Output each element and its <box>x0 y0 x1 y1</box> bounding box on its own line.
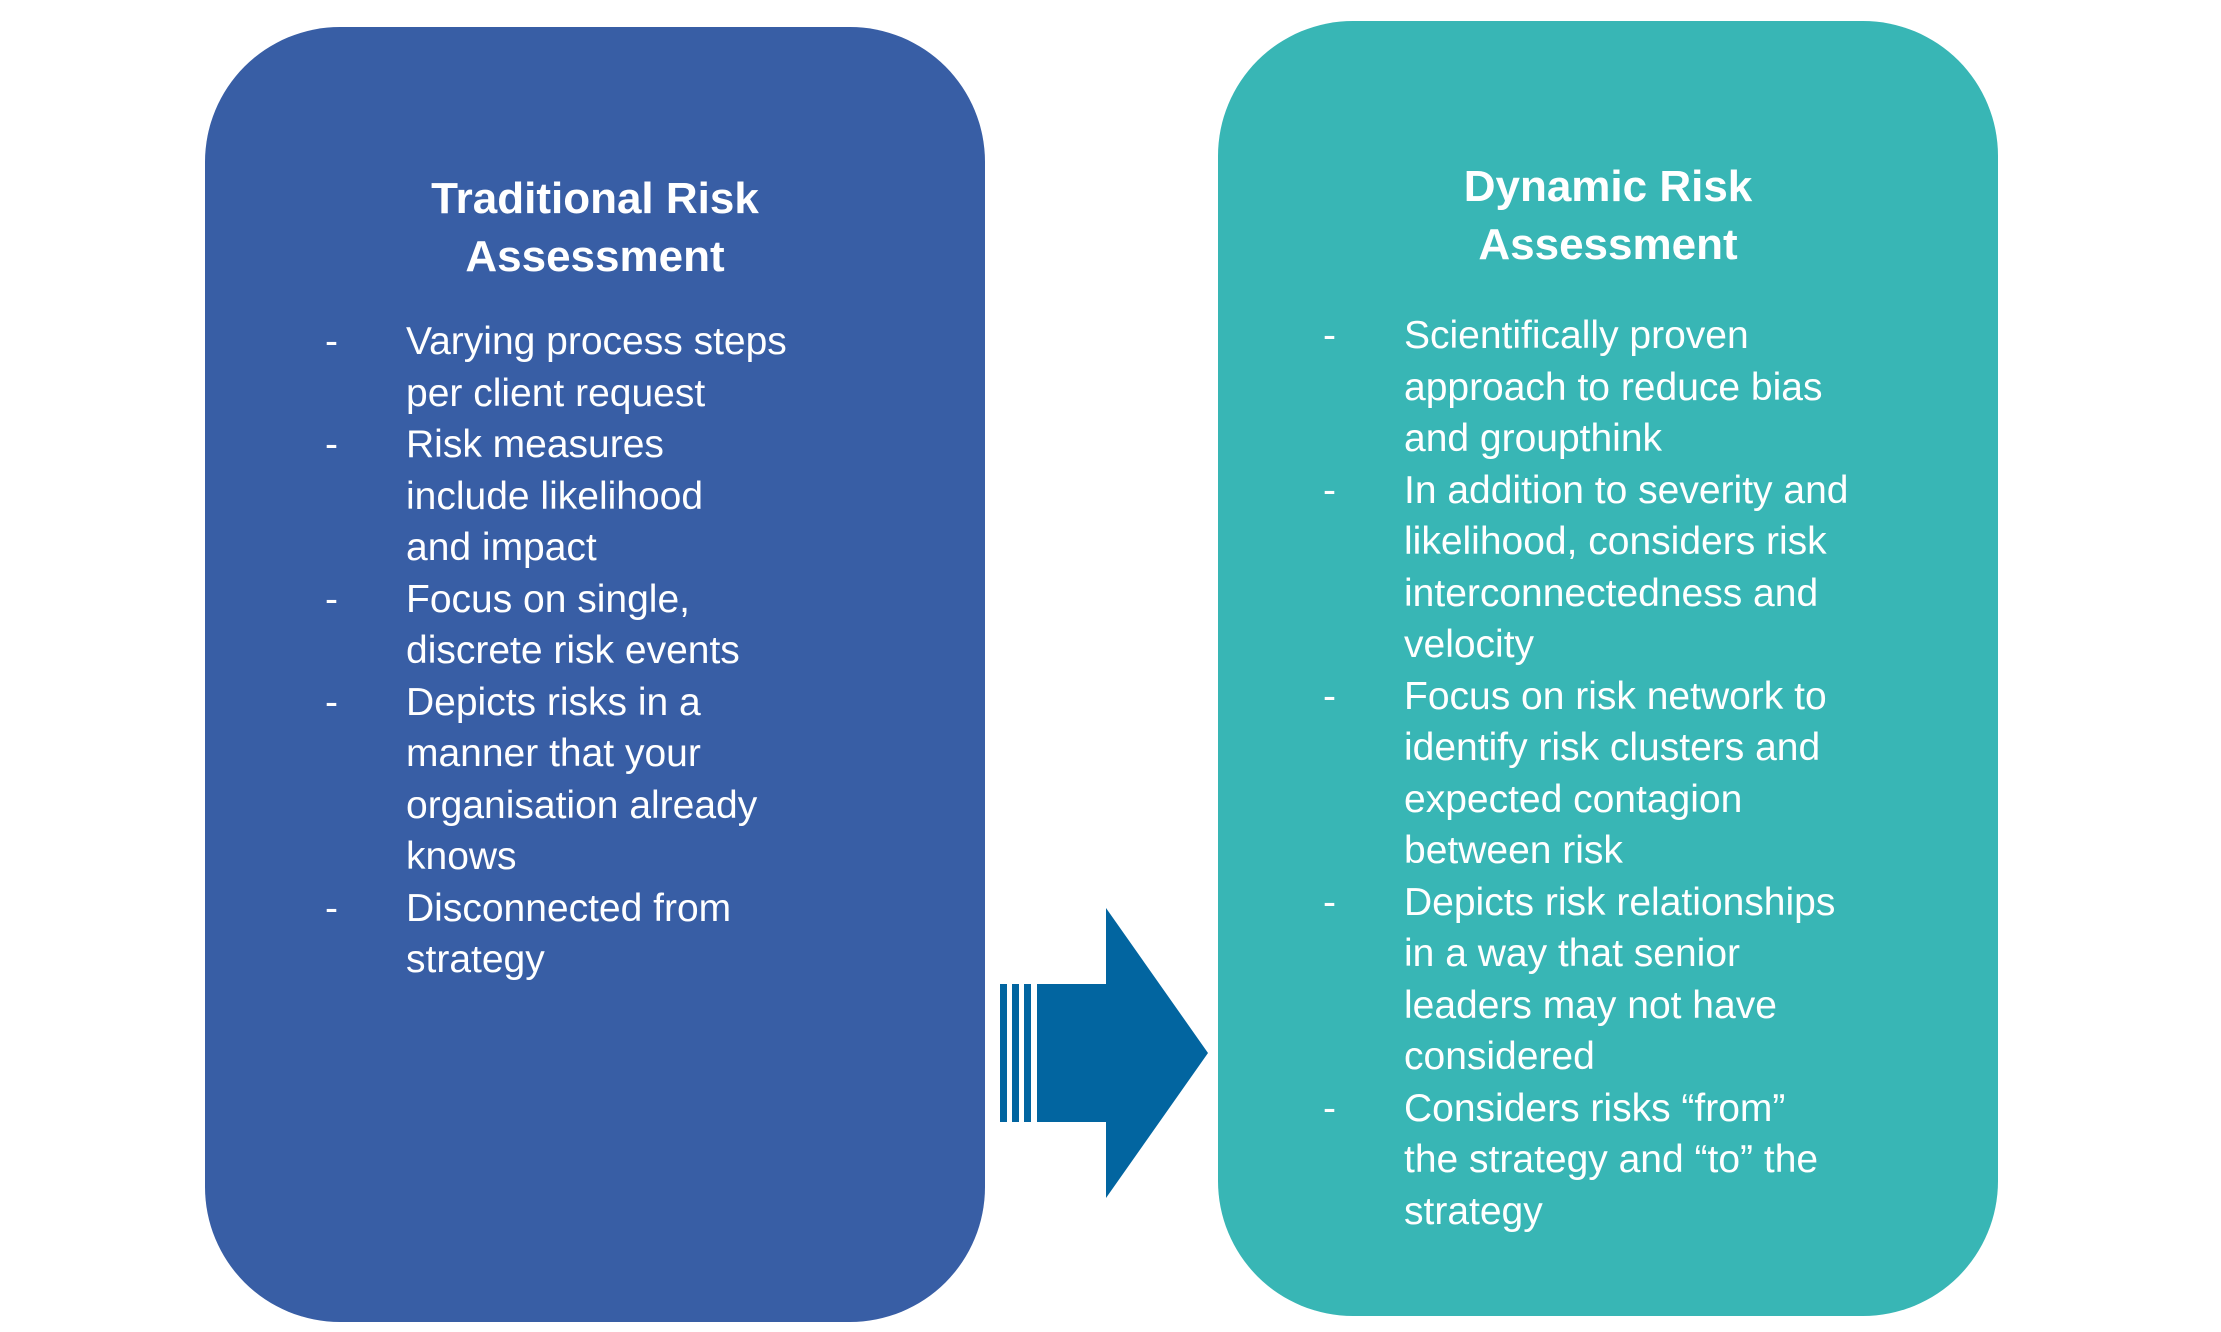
bullet-item <box>325 883 965 986</box>
bullet-item <box>1323 877 1983 1083</box>
bullet-item <box>325 677 965 883</box>
bullet-text-line: velocity <box>1404 623 1535 666</box>
bullet-text-line: approach to reduce bias <box>1404 365 1823 409</box>
bullet-dash: - <box>1323 314 1336 357</box>
bullet-text-line: expected contagion <box>1404 777 1743 821</box>
bullet-text-line: identify risk clusters and <box>1404 726 1821 769</box>
bullet-text-line: the strategy and “to” the <box>1404 1138 1819 1181</box>
dynamic-title-line1: Dynamic Risk <box>1463 162 1753 211</box>
bullet-item <box>325 316 965 419</box>
bullet-text-line: Considers risks “from” <box>1404 1086 1786 1130</box>
bullet-text-line: Depicts risks in a <box>406 680 701 724</box>
bullet-text-line: Depicts risk relationships <box>1404 880 1836 924</box>
bullet-text-line: Scientifically proven <box>1404 314 1749 357</box>
bullet-text-line: organisation already <box>406 783 758 827</box>
bullet-dash: - <box>325 680 338 724</box>
bullet-text-line: In addition to severity and <box>1404 468 1849 512</box>
bullet-text-line: per client request <box>406 371 706 415</box>
bullet-text-line: Varying process steps <box>406 320 787 363</box>
bullet-item <box>1323 465 1983 671</box>
bullet-text-line: Focus on risk network to <box>1404 674 1827 718</box>
dynamic-title-line2: Assessment <box>1478 220 1738 269</box>
bullet-text-line: Focus on single, <box>406 577 690 621</box>
bullet-text-line: discrete risk events <box>406 629 740 672</box>
bullet-text-line: likelihood, considers risk <box>1404 520 1827 563</box>
bullet-text-line: strategy <box>406 938 545 981</box>
traditional-bullet-list <box>325 316 965 986</box>
bullet-dash: - <box>1323 674 1336 718</box>
bullet-item <box>1323 671 1983 877</box>
bullet-item <box>325 574 965 677</box>
bullet-text-line: and groupthink <box>1404 417 1663 460</box>
arrow-stripe-3 <box>1024 984 1031 1122</box>
bullet-text-line: between risk <box>1404 829 1623 872</box>
bullet-dash: - <box>1323 880 1336 924</box>
bullet-text-line: Risk measures <box>406 423 664 466</box>
arrow-stripe-1 <box>1000 984 1007 1122</box>
bullet-dash: - <box>325 577 338 621</box>
bullet-text-line: and impact <box>406 526 597 569</box>
bullet-text-line: strategy <box>1404 1189 1543 1233</box>
bullet-item <box>1323 1083 1983 1238</box>
bullet-text-line: interconnectedness and <box>1404 571 1819 615</box>
bullet-item <box>1323 310 1983 465</box>
right-arrow-icon <box>998 908 1210 1198</box>
bullet-dash: - <box>1323 468 1336 512</box>
arrow-stripe-2 <box>1012 984 1019 1122</box>
bullet-dash: - <box>1323 1086 1336 1130</box>
traditional-title-line2: Assessment <box>465 232 725 281</box>
bullet-dash: - <box>325 886 338 930</box>
bullet-text-line: in a way that senior <box>1404 932 1741 975</box>
bullet-dash: - <box>325 423 338 466</box>
arrow-body <box>1037 908 1208 1198</box>
bullet-text-line: leaders may not have <box>1404 983 1777 1027</box>
dynamic-panel-title <box>1218 158 1998 274</box>
bullet-text-line: include likelihood <box>406 474 704 518</box>
traditional-title-line1: Traditional Risk <box>431 174 759 223</box>
dynamic-bullet-list <box>1323 310 1983 1237</box>
bullet-text-line: considered <box>1404 1035 1595 1078</box>
bullet-item <box>325 419 965 574</box>
bullet-dash: - <box>325 320 338 363</box>
bullet-text-line: Disconnected from <box>406 886 732 930</box>
traditional-risk-assessment-panel <box>205 27 985 1322</box>
dynamic-risk-assessment-panel <box>1218 21 1998 1316</box>
bullet-text-line: manner that your <box>406 732 701 775</box>
traditional-panel-title <box>205 170 985 286</box>
bullet-text-line: knows <box>406 835 517 878</box>
